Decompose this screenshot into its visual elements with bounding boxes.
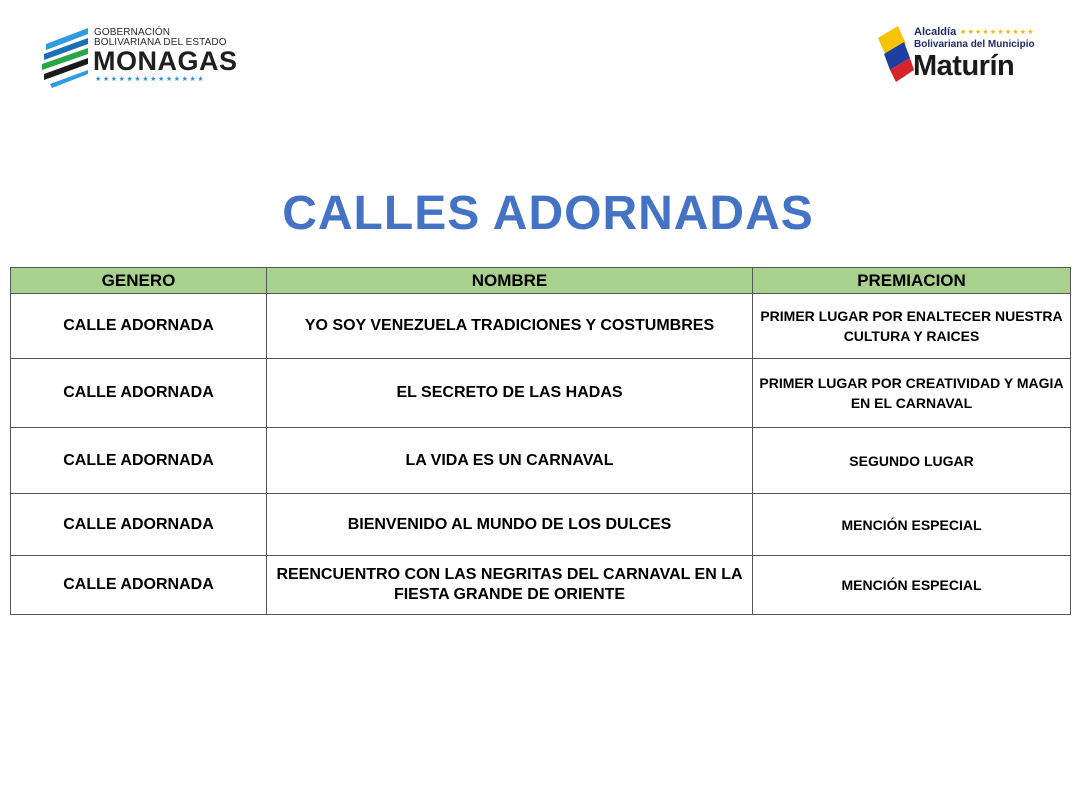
cell-genero: CALLE ADORNADA	[11, 494, 267, 556]
cell-nombre: YO SOY VENEZUELA TRADICIONES Y COSTUMBRES	[267, 294, 753, 359]
cell-genero: CALLE ADORNADA	[11, 556, 267, 615]
cell-premiacion: MENCIÓN ESPECIAL	[753, 494, 1071, 556]
logo-right-line2: Bolivariana del Municipio	[914, 39, 1035, 50]
logo-left-line2: BOLIVARIANA DEL ESTADO	[94, 37, 227, 48]
cell-nombre: LA VIDA ES UN CARNAVAL	[267, 428, 753, 494]
table-row	[11, 556, 1071, 615]
awards-table	[10, 267, 1071, 615]
cell-premiacion: SEGUNDO LUGAR	[753, 428, 1071, 494]
logo-left-line1: GOBERNACIÓN	[94, 27, 171, 38]
cell-nombre: EL SECRETO DE LAS HADAS	[267, 359, 753, 428]
monagas-stripes-icon	[40, 26, 92, 88]
table-row	[11, 494, 1071, 556]
table-row	[11, 359, 1071, 428]
logo-left-name: MONAGAS	[93, 46, 238, 76]
cell-premiacion: MENCIÓN ESPECIAL	[753, 556, 1071, 615]
table-header-row	[11, 268, 1071, 294]
cell-genero: CALLE ADORNADA	[11, 294, 267, 359]
cell-genero: CALLE ADORNADA	[11, 428, 267, 494]
header-premiacion: PREMIACION	[753, 268, 1071, 294]
logo-right-name: Maturín	[913, 50, 1015, 82]
alcaldia-maturin-logo	[876, 24, 1046, 88]
cell-genero: CALLE ADORNADA	[11, 359, 267, 428]
page-title: CALLES ADORNADAS	[282, 187, 814, 240]
logo-left-stars: ★★★★★★★★★★★★★★	[95, 76, 206, 83]
logo-right-stars: ★★★★★★★★★★	[960, 29, 1035, 36]
logo-right-line1: Alcaldía	[914, 26, 957, 38]
cell-premiacion: PRIMER LUGAR POR CREATIVIDAD Y MAGIA EN EL CARNAVAL	[753, 359, 1071, 428]
cell-nombre: REENCUENTRO CON LAS NEGRITAS DEL CARNAVAL EN LA FIESTA GRANDE DE ORIENTE	[267, 556, 753, 615]
header-nombre: NOMBRE	[267, 268, 753, 294]
maturin-flag-icon	[876, 24, 914, 84]
cell-premiacion: PRIMER LUGAR POR ENALTECER NUESTRA CULTURA Y RAICES	[753, 294, 1071, 359]
gobernacion-monagas-logo	[40, 26, 238, 88]
table-row	[11, 428, 1071, 494]
header-genero: GENERO	[11, 268, 267, 294]
table-row	[11, 294, 1071, 359]
cell-nombre: BIENVENIDO AL MUNDO DE LOS DULCES	[267, 494, 753, 556]
